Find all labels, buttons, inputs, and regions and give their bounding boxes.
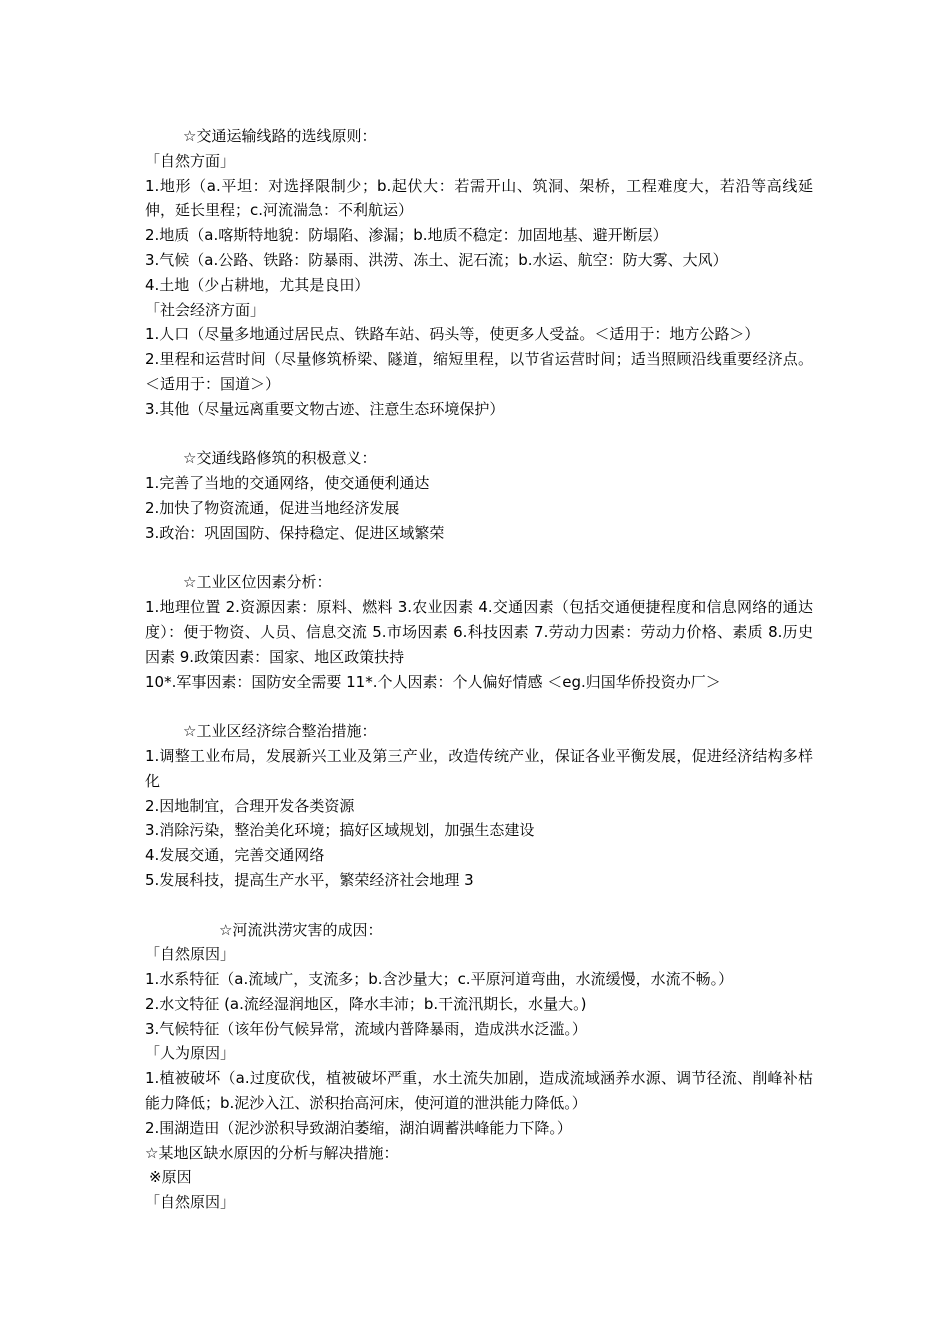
list-item: 2.水文特征 (a.流经湿润地区，降水丰沛；b.干流汛期长，水量大。) — [145, 994, 587, 1013]
section-title-water-shortage: ☆某地区缺水原因的分析与解决措施： — [145, 1143, 399, 1162]
spacer — [145, 694, 813, 719]
list-item: 2.加快了物资流通，促进当地经济发展 — [145, 498, 400, 517]
list-item: 1.水系特征（a.流域广，支流多；b.含沙量大；c.平原河道弯曲，水流缓慢，水流不畅。） — [145, 970, 734, 989]
group-header-natural-causes-water: 「自然原因」 — [145, 1193, 236, 1212]
list-item: 2.地质（a.喀斯特地貌：防塌陷、渗漏；b.地质不稳定：加固地基、避开断层） — [145, 226, 668, 245]
list-item: 3.政治：巩固国防、保持稳定、促进区域繁荣 — [145, 523, 445, 542]
spacer — [145, 422, 813, 447]
spacer — [145, 893, 813, 918]
group-header-socioeconomic: 「社会经济方面」 — [145, 300, 266, 319]
list-item: 3.其他（尽量远离重要文物古迹、注意生态环境保护） — [145, 399, 505, 418]
list-item: 1.人口（尽量多地通过居民点、铁路车站、码头等，使更多人受益。＜适用于：地方公路＞） — [145, 325, 760, 344]
list-item: 4.发展交通，完善交通网络 — [145, 846, 325, 865]
list-item: 3.消除污染，整治美化环境；搞好区域规划，加强生态建设 — [145, 821, 535, 840]
section-title-route-principles: ☆交通运输线路的选线原则： — [183, 127, 377, 145]
list-item: 1.地形（a.平坦：对选择限制少；b.起伏大：若需开山、筑洞、架桥，工程难度大，若沿等高线延伸，延长里程；c.河流湍急：不利航运） — [145, 176, 813, 220]
section-title-flood-causes: ☆河流洪涝灾害的成因： — [219, 920, 383, 939]
list-item: 3.气候特征（该年份气候异常，流域内普降暴雨，造成洪水泛滥。） — [145, 1019, 587, 1038]
list-item: 10*.军事因素：国防安全需要 11*.个人因素：个人偏好情感 ＜eg.归国华侨投资办厂＞ — [145, 672, 721, 691]
section-title-industrial-location: ☆工业区位因素分析： — [183, 573, 332, 592]
list-item: 1.完善了当地的交通网络，使交通便利通达 — [145, 474, 430, 493]
section-title-industrial-remediation: ☆工业区经济综合整治措施： — [183, 722, 377, 741]
list-item: 1.调整工业布局，发展新兴工业及第三产业，改造传统产业，保证各业平衡发展，促进经济结构多样化 — [145, 746, 813, 790]
list-item: 1.植被破坏（a.过度砍伐，植被破坏严重，水土流失加剧，造成流域涵养水源、调节径流、削峰补枯能力降低；b.泥沙入江、淤积抬高河床，使河道的泄洪能力降低。） — [145, 1069, 813, 1113]
list-item: 1.地理位置 2.资源因素：原料、燃料 3.农业因素 4.交通因素（包括交通便捷程度和信息网络的通达度）：便于物资、人员、信息交流 5.市场因素 6.科技因素 7.劳动力因素：劳动力价格、素质 8.历史因素 9.政策因素：国家、地区政策扶持 — [145, 598, 813, 666]
list-item: 4.土地（少占耕地，尤其是良田） — [145, 275, 370, 294]
group-header-natural-causes: 「自然原因」 — [145, 945, 236, 964]
list-item: 2.因地制宜，合理开发各类资源 — [145, 796, 355, 815]
list-item: 2.围湖造田（泥沙淤积导致湖泊萎缩，湖泊调蓄洪峰能力下降。） — [145, 1118, 572, 1137]
section-title-route-significance: ☆交通线路修筑的积极意义： — [183, 449, 377, 468]
list-item: 5.发展科技，提高生产水平，繁荣经济社会地理 3 — [145, 870, 474, 889]
list-item: 3.气候（a.公路、铁路：防暴雨、洪涝、冻土、泥石流；b.水运、航空：防大雾、大风） — [145, 250, 728, 269]
list-item: 2.里程和运营时间（尽量修筑桥梁、隧道，缩短里程，以节省运营时间；适当照顾沿线重要经济点。＜适用于：国道＞） — [145, 350, 813, 393]
subheading-causes: ※原因 — [149, 1168, 192, 1187]
group-header-natural: 「自然方面」 — [145, 151, 236, 170]
group-header-human-causes: 「人为原因」 — [145, 1044, 236, 1063]
document-page — [145, 124, 813, 1215]
spacer — [145, 546, 813, 571]
